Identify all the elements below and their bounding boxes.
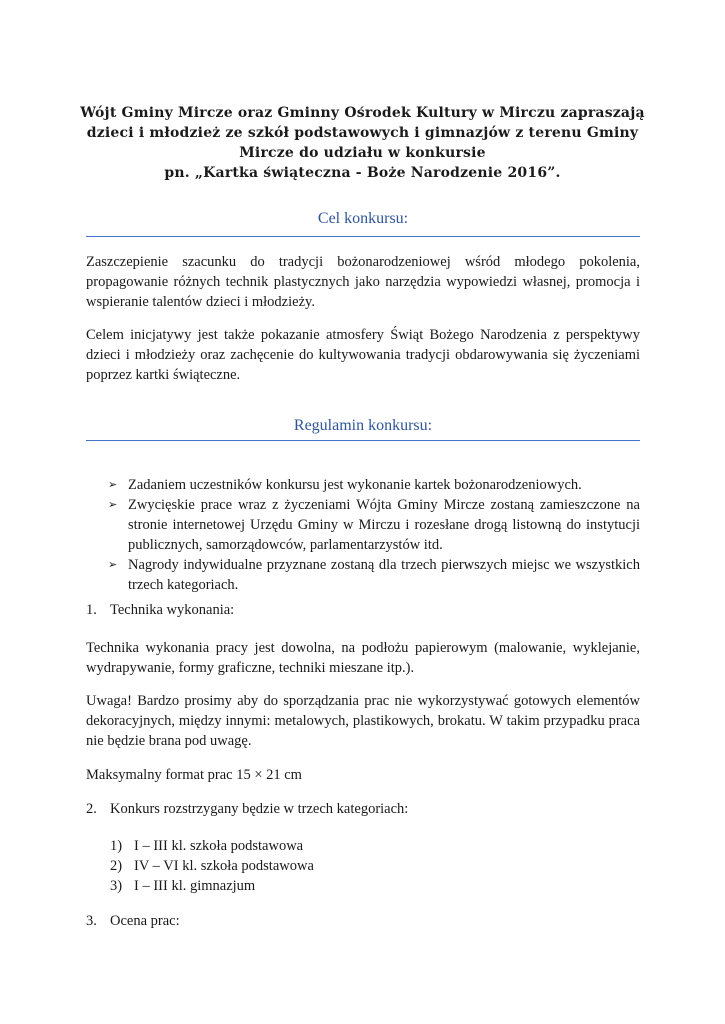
regulamin-heading-text: Regulamin konkursu:	[293, 417, 433, 434]
title-line-4: pn. „Kartka świąteczna - Boże Narodzenie 2016”.	[164, 165, 561, 181]
arrow-bullet-icon: ➢	[108, 559, 118, 571]
bullet-text: Zadaniem uczestników konkursu jest wykonanie kartek bożonarodzeniowych.	[128, 477, 582, 493]
list-item	[86, 555, 640, 595]
section-3-title: Ocena prac:	[110, 913, 180, 929]
section-2-number: 2.	[86, 801, 97, 817]
arrow-bullet-icon: ➢	[108, 479, 118, 491]
list-item	[110, 856, 314, 876]
category-text: IV – VI kl. szkoła podstawowa	[134, 858, 314, 874]
category-list	[110, 836, 314, 896]
cel-paragraph-2: Celem inicjatywy jest także pokazanie atmosfery Świąt Bożego Narodzenia z perspektywy dzieci i młodzieży oraz zachęcenie do kultywowania tradycji obdarowywania się życzeniami poprzez kartki świąteczne.	[86, 327, 640, 383]
list-item	[110, 836, 314, 856]
title-line-1: Wójt Gminy Mircze oraz Gminny Ośrodek Kultury w Mirczu zapraszają	[80, 105, 645, 121]
regulamin-bullet-list	[86, 475, 640, 595]
section-1-heading	[86, 600, 234, 620]
section-3-number: 3.	[86, 913, 97, 929]
section-1-paragraph-1: Technika wykonania pracy jest dowolna, na podłożu papierowym (malowanie, wyklejanie, wydrapywanie, formy graficzne, techniki mieszane itp.).	[86, 640, 640, 676]
bullet-text: Zwycięskie prace wraz z życzeniami Wójta Gminy Mircze zostaną zamieszczone na stronie internetowej Urzędu Gminy w Mirczu i rozesłane drogą listowną do instytucji publicznych, samorządowców, parlamentarzystów itd.	[128, 497, 640, 553]
cel-heading-text: Cel konkursu:	[317, 210, 409, 227]
regulamin-heading	[86, 416, 640, 436]
arrow-bullet-icon: ➢	[108, 499, 118, 511]
section-2-heading	[86, 799, 408, 819]
category-number: 3)	[110, 878, 123, 894]
list-item	[110, 876, 314, 896]
section-1-number: 1.	[86, 602, 97, 618]
section-1-paragraph-3: Maksymalny format prac 15 × 21 cm	[86, 767, 302, 783]
category-text: I – III kl. szkoła podstawowa	[134, 838, 304, 854]
list-item	[86, 495, 640, 555]
document-title	[80, 103, 645, 183]
bullet-text: Nagrody indywidualne przyznane zostaną dla trzech pierwszych miejsc we wszystkich trzech kategoriach.	[128, 557, 640, 593]
list-item	[86, 475, 640, 495]
section-1-title: Technika wykonania:	[110, 602, 235, 618]
category-number: 1)	[110, 838, 123, 854]
title-line-3: Mircze do udziału w konkursie	[239, 145, 486, 161]
title-line-2: dzieci i młodzież ze szkół podstawowych i gimnazjów z terenu Gminy	[86, 125, 639, 141]
cel-paragraph-1: Zaszczepienie szacunku do tradycji bożonarodzeniowej wśród młodego pokolenia, propagowanie różnych technik plastycznych jako narzędzia wypowiedzi własnej, promocja i wspieranie talentów dzieci i młodzieży.	[86, 254, 640, 310]
cel-heading-rule	[86, 236, 640, 237]
regulamin-heading-rule	[86, 440, 640, 441]
section-2-title: Konkurs rozstrzygany będzie w trzech kategoriach:	[110, 801, 409, 817]
cel-heading	[86, 209, 640, 229]
section-1-paragraph-2: Uwaga! Bardzo prosimy aby do sporządzania prac nie wykorzystywać gotowych elementów dekoracyjnych, między innymi: metalowych, plastikowych, brokatu. W takim przypadku praca nie będzie brana pod uwagę.	[86, 693, 640, 749]
category-number: 2)	[110, 858, 123, 874]
section-3-heading	[86, 911, 180, 931]
category-text: I – III kl. gimnazjum	[134, 878, 256, 894]
